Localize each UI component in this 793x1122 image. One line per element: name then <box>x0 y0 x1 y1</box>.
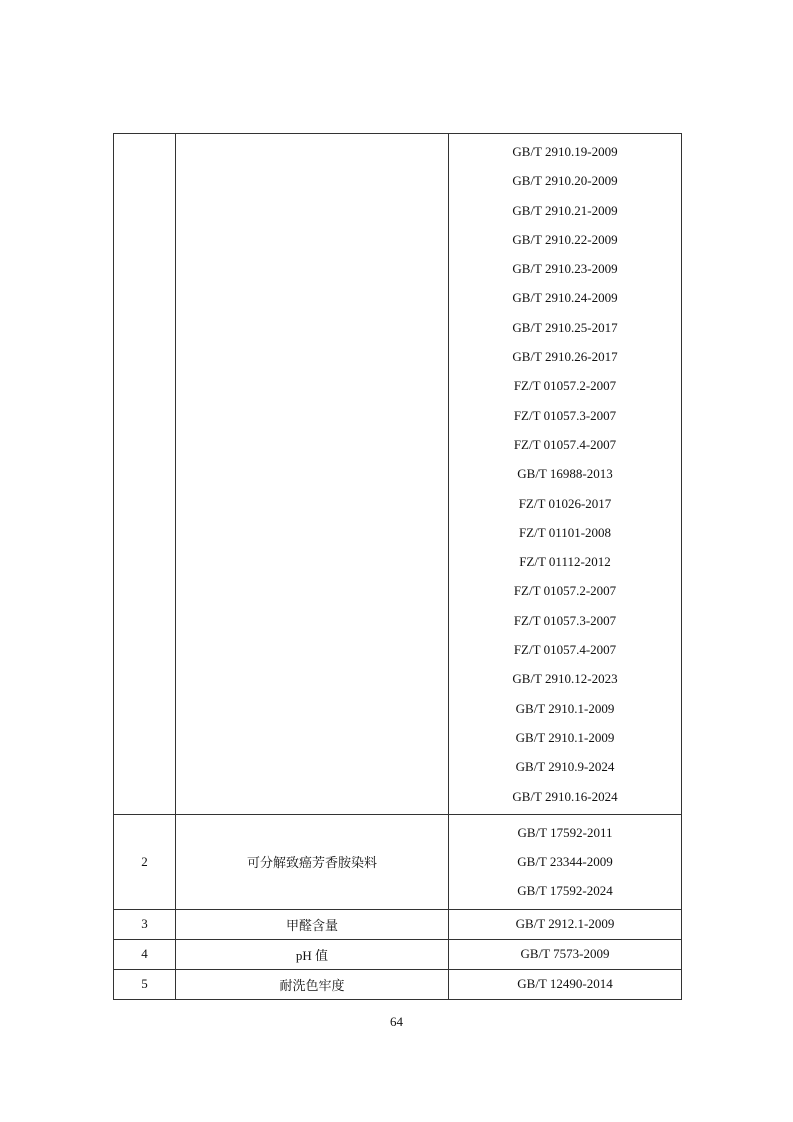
standard-code: FZ/T 01057.3-2007 <box>513 612 617 628</box>
standard-code: FZ/T 01057.4-2007 <box>513 642 617 658</box>
standard-code: FZ/T 01057.3-2007 <box>513 407 617 423</box>
standard-code: FZ/T 01057.4-2007 <box>513 436 617 452</box>
table-row <box>114 969 682 999</box>
standard-code: GB/T 2910.19-2009 <box>512 144 618 159</box>
row-number-cell: 3 <box>114 909 176 939</box>
standard-code: FZ/T 01101-2008 <box>518 524 612 540</box>
test-item-cell <box>176 134 449 815</box>
table-row <box>114 814 682 909</box>
standard-code: FZ/T 01026-2017 <box>518 495 612 511</box>
table-row <box>114 939 682 969</box>
standards-cell <box>449 814 682 909</box>
standard-code: GB/T 2910.12-2023 <box>512 671 618 687</box>
standards-list <box>449 815 681 909</box>
row-number-cell: 4 <box>114 939 176 969</box>
test-item-cell: 可分解致癌芳香胺染料 <box>176 814 449 909</box>
standard-code: GB/T 2910.24-2009 <box>512 290 618 306</box>
standard-code: FZ/T 01112-2012 <box>519 554 611 570</box>
standard-code: GB/T 2910.22-2009 <box>512 231 618 247</box>
standard-code: GB/T 2910.26-2017 <box>512 349 618 365</box>
standard-code: GB/T 2910.1-2009 <box>515 700 615 716</box>
standard-code: GB/T 23344-2009 <box>517 854 613 870</box>
row-number-cell: 5 <box>114 969 176 999</box>
standard-code: FZ/T 01057.2-2007 <box>513 583 617 599</box>
row-number-cell: 2 <box>114 814 176 909</box>
standard-code: GB/T 2910.9-2024 <box>515 759 615 775</box>
standard-code: GB/T 2910.25-2017 <box>512 319 618 335</box>
page-number: 64 <box>390 1014 403 1029</box>
standard-code: GB/T 2910.23-2009 <box>512 261 618 277</box>
standards-cell: GB/T 12490-2014 <box>449 969 682 999</box>
test-item-cell: 耐洗色牢度 <box>176 969 449 999</box>
standards-table <box>113 133 682 1000</box>
standard-code: GB/T 17592-2011 <box>517 824 613 840</box>
standards-list <box>449 134 681 814</box>
test-item-cell: 甲醛含量 <box>176 909 449 939</box>
table-row <box>114 909 682 939</box>
standards-cell <box>449 134 682 815</box>
standards-cell: GB/T 2912.1-2009 <box>449 909 682 939</box>
standard-code: GB/T 2910.21-2009 <box>512 202 618 218</box>
test-item-cell: pH 值 <box>176 939 449 969</box>
standard-code: GB/T 17592-2024 <box>517 883 613 899</box>
standard-code: GB/T 2910.20-2009 <box>512 173 618 189</box>
standard-code: GB/T 16988-2013 <box>517 466 613 482</box>
standard-code: GB/T 2910.16-2024 <box>512 788 618 804</box>
table-row <box>114 134 682 815</box>
row-number-cell <box>114 134 176 815</box>
standards-cell: GB/T 7573-2009 <box>449 939 682 969</box>
standard-code: FZ/T 01057.2-2007 <box>513 378 617 394</box>
standard-code: GB/T 2910.1-2009 <box>515 729 615 745</box>
